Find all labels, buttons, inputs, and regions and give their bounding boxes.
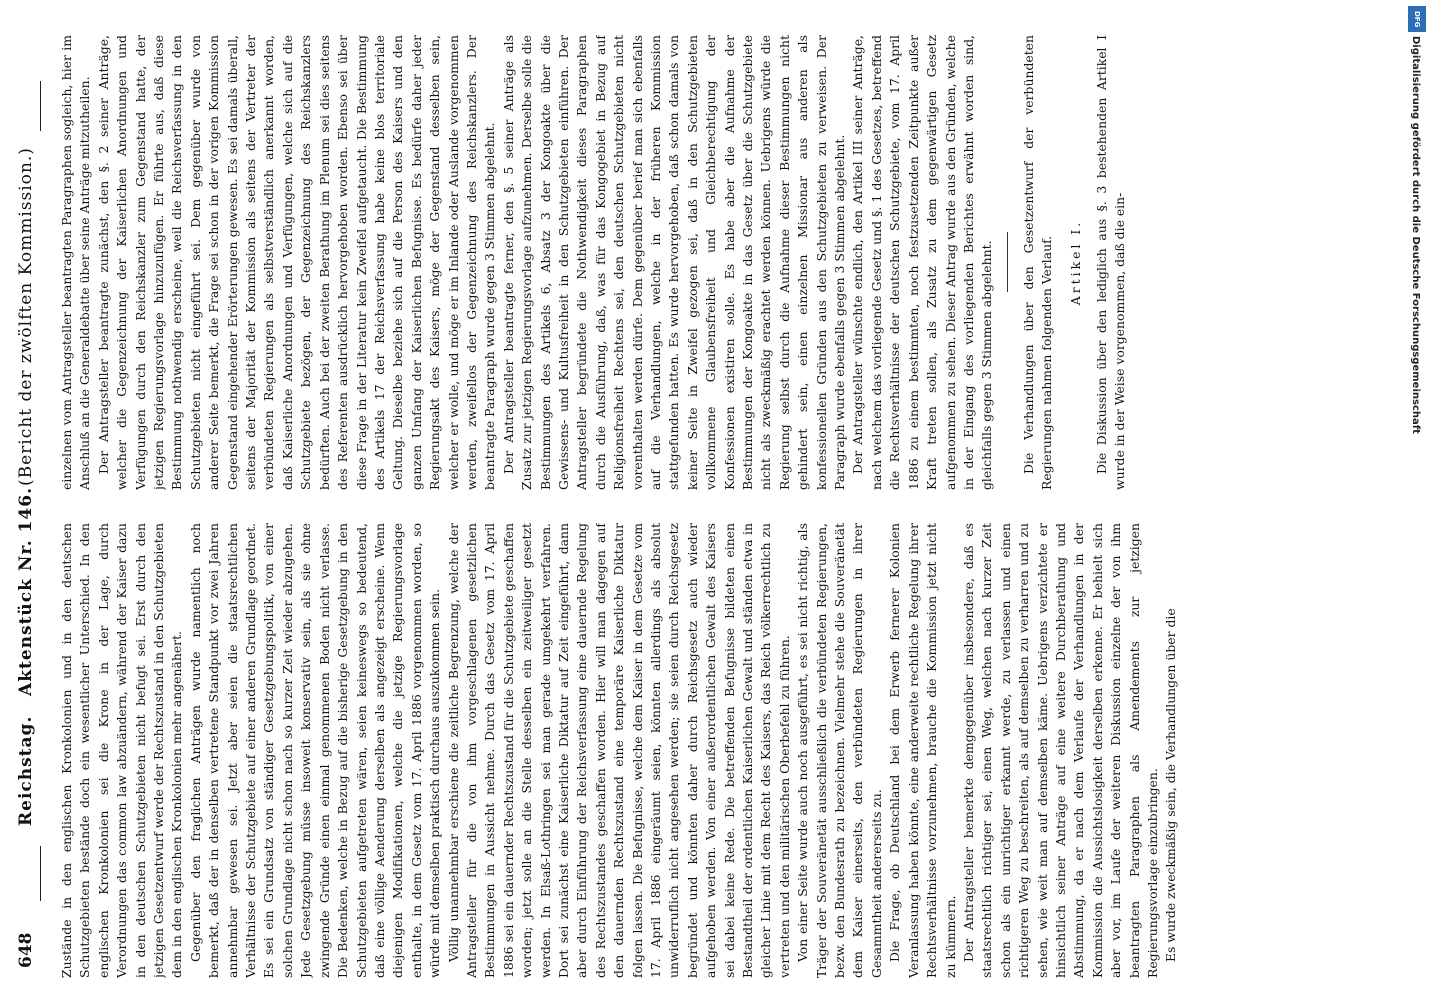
paragraph: Der Antragsteller wünschte endlich, den Artikel III seiner Anträge, nach welchem das vorliegende Gesetz und §. 1 des Gesetzes, betreffend die Rechtsverhältnisse der deutschen Schutzgebiete, vom 17. April 1886 zu einem bestimmten, noch festzusetzenden Zeitpunkte außer Kraft treten sollen, als Zusatz zu dem gegenwärtigen Gesetz aufgenommen zu sehen. Dieser Antrag wurde aus den Gründen, welche in der Eingang des vorliegenden Berichtes erwähnt worden sind, gleichfalls gegen 3 Stimmen abgelehnt.	[850, 35, 995, 490]
paragraph: Die Verhandlungen über den Gesetzentwurf der verbündeten Regierungen nahmen folgenden Verlauf.	[1020, 35, 1055, 490]
digitization-sidebar	[1404, 0, 1432, 1000]
dfg-logo: DFG	[1408, 6, 1426, 32]
header-rule	[40, 81, 41, 131]
paragraph: Zustände in den englischen Kronkolonien und in den deutschen Schutzgebieten bestände doch ein wesentlicher Unterschied. In den englischen Kronkolonien sei die Krone in der Lage, durch Verordnungen das common law abzuändern, während der Kaiser dazu in den deutschen Schutzgebieten nicht befugt sei. Erst durch den jetzigen Gesetzentwurf werde der Rechtszustand in den Schutzgebieten dem in den englischen Kronkolonien mehr angenähert.	[59, 523, 185, 978]
document-number: Aktenstück Nr. 146.	[16, 486, 36, 696]
header-rule	[40, 846, 41, 901]
digitization-credit: Digitalisierung gefördert durch die Deutsche Forschungsgemeinschaft	[1410, 36, 1421, 434]
page-header	[12, 26, 48, 976]
paragraph: einzelnen vom Antragsteller beantragten Paragraphen sogleich, hier im Anschluß an die Generaldebatte über seine Anträge mitzutheilen.	[59, 35, 93, 490]
paragraph: Von einer Seite wurde auch noch ausgeführt, es sei nicht richtig, als Träger der Souveränetät ausschließlich die verbündeten Regierungen, bezw. den Bundesrath zu bezeichnen. Vielmehr stehe die Souveränetät dem Kaiser einerseits, den verbündeten Regierungen in ihrer Gesammtheit andererseits zu.	[795, 523, 884, 978]
running-title: Reichstag.	[16, 715, 36, 826]
page-number: 648	[16, 932, 36, 968]
paragraph: Völlig unannehmbar erschiene die zeitliche Begrenzung, welche der Antragsteller für die von ihm vorgeschlagenen gesetzlichen Bestimmungen in Aussicht nehme. Durch das Gesetz vom 17. April 1886 sei ein dauernder Rechtszustand für die Schutzgebiete geschaffen worden; jetzt solle an die Stelle desselben ein zeitweiliger gesetzt werden. In Elsaß-Lothringen sei man gerade umgekehrt verfahren. Dort sei zunächst eine Kaiserliche Diktatur auf Zeit eingeführt, dann aber durch Einführung der Reichsverfassung eine dauernde Regelung des Rechtszustandes geschaffen worden. Hier will man dagegen auf den dauernden Rechtszustand eine temporäre Kaiserliche Diktatur folgen lassen. Die Befugnisse, welche dem Kaiser in dem Gesetze vom 17. April 1886 eingeräumt seien, könnten allerdings als absolut unwiderruflich nicht angesehen werden; sie seien durch Reichsgesetz begründet und könnten daher durch Reichsgesetz auch wieder aufgehoben werden. Von einer außerordentlichen Gewalt des Kaisers sei dabei keine Rede. Die betreffenden Befugnisse bildeten einen Bestandtheil der ordentlichen Kaiserlichen Gewalt und ständen etwa in gleicher Linie mit dem Recht des Kaisers, das Reich völkerrechtlich zu vertreten und den militärischen Oberbefehl zu führen.	[445, 523, 792, 978]
paragraph: Der Antragsteller beantragte zunächst, den §. 2 seiner Anträge, welcher die Gegenzeichnung der Kaiserlichen Anordnungen und Verfügungen durch den Reichskanzler zum Gegenstand hatte, der jetzigen Regierungsvorlage hinzuzufügen. Er führte aus, daß diese Bestimmung nothwendig erscheine, weil die Reichsverfassung in den Schutzgebieten nicht eingeführt sei. Dem gegenüber wurde von anderer Seite bemerkt, die Frage sei schon in der vorigen Kommission Gegenstand eingehender Erörterungen gewesen. Es sei damals überall, seitens der Majorität der Kommission als seitens der Vertreter der verbündeten Regierungen als selbstverständlich anerkannt worden, daß Kaiserliche Anordnungen und Verfügungen, welche sich auf die Schutzgebiete bezögen, der Gegenzeichnung des Reichskanzlers bedürften. Auch bei der zweiten Berathung im Plenum sei dies seitens des Referenten ausdrücklich hervorgehoben worden. Ebenso sei über diese Frage in der Literatur kein Zweifel aufgetaucht. Die Bestimmung des Artikels 17 der Reichsverfassung habe keine blos territoriale Geltung. Dieselbe beziehe sich auf die Person des Kaisers und den ganzen Umfang der Kaiserlichen Befugnisse. Es bedürfe daher jeder Regierungsakt des Kaisers, möge der Gegenstand desselben sein, welcher er wolle, und möge er im Inlande oder Auslande vorgenommen werden, zweifellos der Gegenzeichnung des Reichskanzlers. Der beantragte Paragraph wurde gegen 3 Stimmen abgelehnt.	[95, 35, 498, 490]
section-divider	[1007, 233, 1008, 293]
report-title: (Bericht der zwölften Kommission.)	[16, 147, 36, 486]
section-heading: Artikel I.	[1067, 219, 1083, 306]
left-text-column	[58, 523, 1393, 978]
paragraph: Die Diskussion über den lediglich aus §. 3 bestehenden Artikel I wurde in der Weise vorgenommen, daß die ein-	[1093, 35, 1128, 490]
paragraph: Der Antragsteller beantragte ferner, den §. 5 seiner Anträge als Zusatz zur jetzigen Regierungsvorlage aufzunehmen. Derselbe solle die Bestimmungen des Artikels 6, Absatz 3 der Kongoakte über die Gewissens- und Kultusfreiheit in den Schutzgebieten einführen. Der Antragsteller begründete die Nothwendigkeit dieses Paragraphen durch die Ausführung, daß, was für das Kongogebiet in Bezug auf Religionsfreiheit Rechtens sei, den deutschen Schutzgebieten nicht vorenthalten werden dürfe. Dem gegenüber berief man sich ebenfalls auf die Verhandlungen, welche in der früheren Kommission stattgefunden hatten. Es wurde hervorgehoben, daß schon damals von keiner Seite in Zweifel gezogen sei, daß in den Schutzgebieten vollkommene Glaubensfreiheit und Gleichberechtigung der Konfessionen existiren solle. Es habe aber die Aufnahme der Bestimmungen der Kongoakte in das Gesetz über die Schutzgebiete nicht als zweckmäßig erachtet werden können. Uebrigens würde die Regierung selbst durch die Aufnahme dieser Bestimmungen nicht gehindert sein, einen einzelnen Missionar aus anderen als konfessionellen Gründen aus den Schutzgebieten zu verweisen. Der Paragraph wurde ebenfalls gegen 3 Stimmen abgelehnt.	[500, 35, 848, 490]
paragraph: Der Antragsteller bemerkte demgegenüber insbesondere, daß es staatsrechtlich richtiger sei, einen Weg, welchen nach kurzer Zeit schon als ein unrichtiger erkannt werde, zu verlassen und einen richtigeren Weg zu beschreiten, als auf demselben zu verharren und zu sehen, wie weit man auf demselben käme. Uebrigens verzichtete er hinsichtlich seiner Anträge auf eine weitere Durchberathung und Abstimmung, da er nach dem Verlaufe der Verhandlungen in der Kommission die Aussichtslosigkeit derselben erkenne. Er behielt sich aber vor, im Laufe der weiteren Diskussion einzelne der von ihm beantragten Paragraphen als Amendements zur jetzigen Regierungsvorlage einzubringen.	[960, 523, 1160, 978]
paragraph: Die Frage, ob Deutschland bei dem Erwerb fernerer Kolonien Veranlassung haben könnte, eine anderweite rechtliche Regelung ihrer Rechtsverhältnisse vorzunehmen, brauche die Kommission jetzt nicht zu kümmern.	[887, 523, 958, 978]
paragraph: Gegenüber den fraglichen Anträgen wurde namentlich noch bemerkt, daß der in denselben vertretene Standpunkt vor zwei Jahren annehmbar gewesen sei. Jetzt aber seien die staatsrechtlichen Verhältnisse der Schutzgebiete auf einer anderen Grundlage geordnet. Es sei ein Grundsatz von ständiger Gesetzgebungspolitik, von einer solchen Grundlage nicht schon nach so kurzer Zeit wieder abzugehen. Jede Gesetzgebung müsse insoweit konservativ sein, als sie ohne zwingende Gründe einen einmal genommenen Boden nicht verlasse. Die Bedenken, welche in Bezug auf die bisherige Gesetzgebung in den Schutzgebieten aufgetreten wären, seien keineswegs so bedeutend, daß eine völlige Aenderung derselben als angezeigt erscheine. Wenn diejenigen Modifikationen, welche die jetzige Regierungsvorlage enthalte, in dem Gesetz vom 17. April 1886 vorgenommen worden, so würde mit demselben praktisch durchaus auszukommen sein.	[187, 523, 443, 978]
paragraph: Es wurde zweckmäßig sein, die Verhandlungen über die	[1163, 608, 1179, 962]
right-text-column	[58, 35, 1393, 490]
